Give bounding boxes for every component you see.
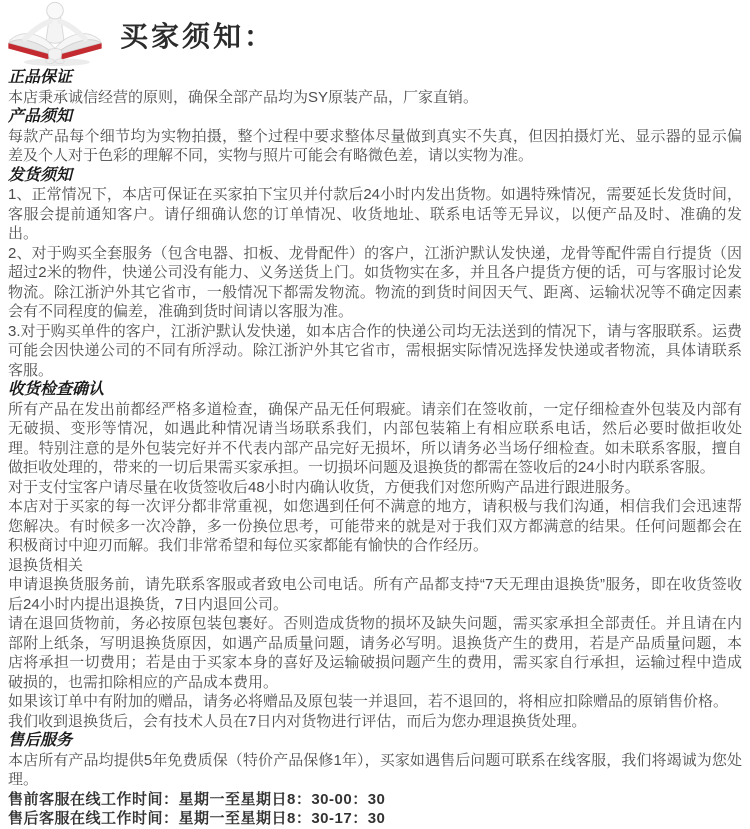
presale-service-hours: 售前客服在线工作时间：星期一至星期日8：30-00：30	[8, 790, 386, 808]
page-title: 买家须知：	[120, 21, 276, 52]
section-heading-receiving-inspection: 收货检查确认	[8, 381, 105, 398]
paragraph: 3.对于购买单件的客户，江浙沪默认发快递，如本店合作的快递公司均无法送到的情况下，请与客服联系。运费可能会因快递公司的不同有所浮动。除江浙沪外其它省市，需根据实际情况选择发快递或者物流，具体请联系客服。	[8, 322, 742, 379]
paragraph: 本店所有产品均提供5年免费质保（特价产品保修1年），买家如遇售后问题可联系在线客服，我们将竭诚为您处理。	[8, 751, 742, 788]
paragraph: 2、对于购买全套服务（包含电器、扣板、龙骨配件）的客户，江浙沪默认发快递，龙骨等配件需自行提货（因超过2米的物件，快递公司没有能力、义务送货上门。如货物实在多，并且各户提货方便的话，可与客服讨论发物流。除江浙沪外其它省市，一般情况下都需发物流。物流的到货时间因天气、距离、运输状况等不确定因素会有不同程度的偏差，准确到货时间请以客服为准。	[8, 244, 742, 320]
section-heading-shipping: 发货须知	[8, 166, 73, 184]
page-header	[0, 0, 750, 66]
paragraph: 请在退回货物前，务必按原包装包裹好。否则造成货物的损坏及缺失问题，需买家承担全部责任。并且请在内部附上纸条，写明退换货原因，如遇产品质量问题，请务必写明。退换货产生的费用，若是产品质量问题，本店将承担一切费用；若是由于买家本身的喜好及运输破损问题产生的费用，需买家自行承担，运输过程中造成破损的，也需扣除相应的产品成本费用。	[8, 615, 742, 691]
open-book-figure-icon	[4, 0, 106, 73]
paragraph: 1、正常情况下，本店可保证在买家拍下宝贝并付款后24小时内发出货物。如遇特殊情况，需要延长发货时间，客服会提前通知客户。请仔细确认您的订单情况、收货地址、联系电话等无异议，以便产品及时、准确的发出。	[8, 186, 742, 242]
section-heading-product-notes: 产品须知	[8, 108, 73, 125]
paragraph: 本店秉承诚信经营的原则，确保全部产品均为SY原装产品，厂家直销。	[8, 88, 479, 106]
paragraph: 每款产品每个细节均为实物拍摄，整个过程中要求整体尽量做到真实不失真，但因拍摄灯光、显示器的显示偏差及个人对于色彩的理解不同，实物与照片可能会有略微色差，请以实物为准。	[8, 127, 742, 164]
paragraph: 申请退换货服务前，请先联系客服或者致电公司电话。所有产品都支持“7天无理由退换货”服务，即在收货签收后24小时内提出退换货，7日内退回公司。	[8, 576, 742, 613]
paragraph: 如果该订单中有附加的赠品，请务必将赠品及原包装一并退回，若不退回的，将相应扣除赠品的原销售价格。	[8, 693, 729, 710]
paragraph: 对于支付宝客户请尽量在收货签收后48小时内确认收货，方便我们对您所购产品进行跟进服务。	[8, 478, 640, 496]
section-heading-authenticity: 正品保证	[8, 69, 73, 86]
paragraph: 我们收到退换货后，会有技术人员在7日内对货物进行评估，而后为您办理退换货处理。	[8, 712, 587, 730]
notice-content	[0, 66, 750, 829]
section-heading-returns: 退换货相关	[8, 556, 84, 574]
section-heading-after-sales: 售后服务	[8, 732, 73, 749]
aftersale-service-hours: 售后客服在线工作时间：星期一至星期日8：30-17：30	[8, 810, 386, 827]
paragraph: 本店对于买家的每一次评分都非常重视，如您遇到任何不满意的地方，请积极与我们沟通，相信我们会迅速帮您解决。有时候多一次冷静，多一份换位思考，可能带来的就是对于我们双方都满意的结果。任何问题都会在积极商讨中迎刃而解。我们非常希望和每位买家都能有愉快的合作经历。	[8, 498, 742, 554]
paragraph: 所有产品在发出前都经严格多道检查，确保产品无任何瑕疵。请亲们在签收前，一定仔细检查外包装及内部有无破损、变形等情况，如遇此种情况请当场联系我们，内部包装箱上有相应联系电话，然后必要时做拒收处理。特别注意的是外包装完好并不代表内部产品完好无损坏，所以请务必当场仔细检查。如未联系客服，擅自做拒收处理的，带来的一切后果需买家承担。一切损坏问题及退换货的都需在签收后的24小时内联系客服。	[8, 400, 742, 476]
